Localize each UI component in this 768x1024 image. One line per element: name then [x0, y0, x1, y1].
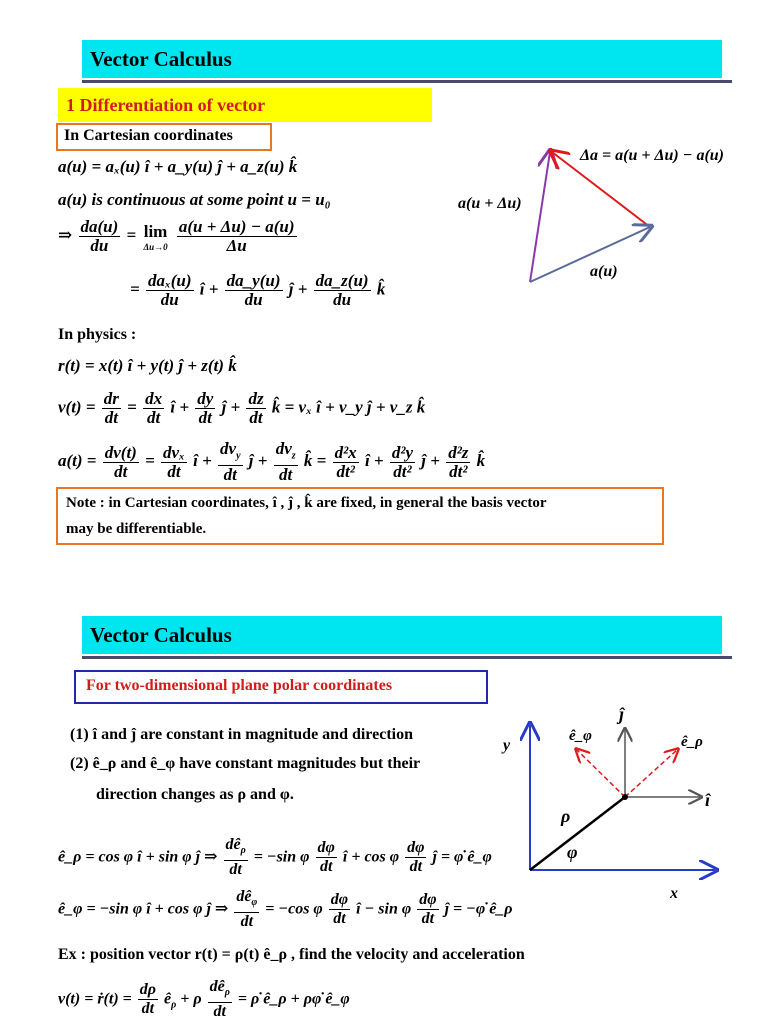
limit-numerator: a(u + Δu) − a(u)	[178, 217, 295, 236]
j-hat-label: ĵ	[619, 704, 625, 724]
y-axis-label: y	[503, 737, 511, 754]
comp-x-numerator: daₓ(u)	[147, 271, 192, 290]
implies-arrow: ⇒	[58, 225, 77, 245]
dv-dt-fraction: $\frac{dv(t)}{dt}$	[104, 442, 137, 481]
velocity-polar-result: = ρ̇ ê_ρ + ρφ̇ ê_φ	[237, 990, 350, 1008]
vector-a-equation: a(u) = aₓ(u) î + a_y(u) ĵ + a_z(u) k̂	[58, 157, 298, 176]
phi-label: φ	[567, 842, 578, 862]
velocity-polar-equation: v(t) = ṙ(t) = $\frac{d\rho}{dt}$ $ê_\rho + \rho$ $\frac{dê_\rho}{dt}$ = ρ̇ ê_ρ + ρφ̇ ê_φ	[58, 978, 350, 1021]
physics-label: In physics :	[58, 326, 137, 343]
de-rho-dt-fraction: $\frac{dê_\rho}{dt}$	[225, 836, 246, 879]
vector-difference-diagram	[450, 130, 760, 300]
rho-label: ρ	[561, 806, 571, 826]
de-rho-dt-fraction-2: $\frac{dê_\rho}{dt}$	[209, 978, 230, 1021]
origin-point	[622, 794, 628, 800]
e-phi-label: ê_φ	[569, 728, 592, 744]
limit-fraction	[177, 218, 297, 255]
derivative-numerator: da(u)	[80, 217, 119, 236]
e-rho-rhs: = −sin φ	[253, 848, 310, 866]
subsection-box	[56, 123, 272, 151]
dz-dt-fraction: $\frac{dz}{dt}$	[248, 389, 264, 427]
vector-a-u-plus-du-arrow	[530, 152, 550, 282]
equals-sign: =	[126, 225, 141, 245]
a-u-plus-du-label: a(u + Δu)	[458, 195, 522, 212]
derivative-fraction	[79, 218, 121, 255]
dphi-dt-fraction-a: $\frac{d\varphi}{dt}$	[317, 839, 335, 876]
comp-y-numerator: da_y(u)	[226, 271, 281, 290]
dvy-dt-fraction: $\frac{dv_y}{dt}$	[220, 439, 241, 485]
e-phi-arrow	[577, 750, 625, 797]
e-rho-derivative-equation: ê_ρ = cos φ î + sin φ ĵ ⇒ $\frac{dê_\rho}{dt}$ = −sin φ $\frac{d\varphi}{dt}$ î + cos φ $\frac{d\varphi}{dt}$ ĵ = φ̇ ê_φ	[58, 836, 492, 879]
a-u-label: a(u)	[590, 263, 618, 280]
comp-x-fraction	[146, 272, 194, 309]
slide2-title-band	[82, 616, 722, 654]
d2z-fraction: $\frac{\text{d²z}}{\text{dt²}}$	[448, 442, 469, 481]
dr-dt-fraction: $\frac{dr}{dt}$	[103, 389, 119, 427]
e-phi-result: = −φ̇ ê_ρ	[453, 900, 513, 918]
e-phi-lhs: ê_φ = −sin φ î + cos φ ĵ ⇒	[58, 900, 229, 918]
velocity-polar-lhs: v(t) = ṙ(t) =	[58, 990, 132, 1008]
limit-denominator: Δu	[226, 236, 247, 255]
dvx-dt-fraction: $\frac{\text{dvₓ}}{dt}$	[163, 442, 185, 481]
dy-dt-fraction: $\frac{dy}{dt}$	[197, 389, 214, 427]
note-line-2: may be differentiable.	[66, 521, 207, 537]
section-heading: 1 Differentiation of vector	[66, 95, 266, 115]
example-statement: Ex : position vector r(t) = ρ(t) ê_ρ , find the velocity and acceleration	[58, 946, 525, 963]
polar-heading-box	[74, 670, 488, 704]
limit-label: lim	[143, 221, 168, 241]
section-heading-box	[58, 88, 432, 122]
note-box	[56, 487, 664, 545]
dx-dt-fraction: $\frac{dx}{dt}$	[145, 389, 163, 427]
delta-a-label: Δa = a(u + Δu) − a(u)	[580, 147, 724, 164]
derivative-denominator: du	[90, 236, 109, 255]
acceleration-equation: a(t) = $\frac{dv(t)}{dt}$ = $\frac{\text{dvₓ}}{dt}$ î + $\frac{dv_y}{dt}$ ĵ + $\frac{dv_z}{dt}$ k̂ = $\frac{\text{d²x}}{\text{dt²}}$ î + $\frac{\text{d²y}}{\text{dt²}}$ ĵ + $\frac{\text{d²z}}{\text{dt²}}$ k̂	[58, 439, 486, 485]
dphi-dt-fraction-b: $\frac{d\varphi}{dt}$	[407, 839, 425, 876]
e-rho-arrow	[625, 750, 677, 797]
polar-item-2a: (2) ê_ρ and ê_φ have constant magnitudes but their	[70, 755, 421, 772]
derivative-limit-equation	[58, 218, 299, 255]
acceleration-lhs: a(t) =	[58, 451, 97, 471]
comp-z-numerator: da_z(u)	[315, 271, 369, 290]
slide1-title-band	[82, 40, 722, 78]
polar-item-2b: direction changes as ρ and φ.	[96, 786, 294, 803]
d2y-fraction: $\frac{\text{d²y}}{\text{dt²}}$	[391, 442, 414, 481]
e-rho-label: ê_ρ	[681, 734, 703, 750]
x-axis-label: x	[670, 885, 678, 902]
velocity-lhs: v(t) =	[58, 397, 96, 417]
comp-z-fraction	[314, 272, 371, 309]
subsection-label: In Cartesian coordinates	[64, 127, 233, 144]
polar-heading: For two-dimensional plane polar coordinates	[86, 677, 393, 694]
dvz-dt-fraction: $\frac{dv_z}{dt}$	[275, 439, 296, 485]
velocity-equation: v(t) = $\frac{dr}{dt}$ = $\frac{dx}{dt}$ î + $\frac{dy}{dt}$ ĵ + $\frac{dz}{dt}$ k̂ = vₓ î + v_y ĵ + v_z k̂	[58, 389, 426, 427]
position-equation: r(t) = x(t) î + y(t) ĵ + z(t) k̂	[58, 356, 237, 375]
dphi-dt-fraction-c: $\frac{d\varphi}{dt}$	[330, 891, 349, 928]
limit-operator	[143, 222, 167, 252]
d2x-fraction: $\frac{\text{d²x}}{\text{dt²}}$	[334, 442, 357, 481]
polar-coordinates-diagram	[495, 700, 745, 905]
comp-y-denominator: du	[244, 290, 263, 309]
slide2-title: Vector Calculus	[90, 623, 232, 647]
comp-y-fraction	[225, 272, 283, 309]
e-rho-lhs: ê_ρ = cos φ î + sin φ ĵ ⇒	[58, 848, 218, 866]
e-phi-derivative-equation: ê_φ = −sin φ î + cos φ ĵ ⇒ $\frac{dê_\varphi}{dt}$ = −cos φ $\frac{d\varphi}{dt}$ î − sin φ $\frac{d\varphi}{dt}$ ĵ = −φ̇ ê_ρ	[58, 888, 513, 931]
polar-item-1: (1) î and ĵ are constant in magnitude and direction	[70, 726, 413, 743]
velocity-rhs: = vₓ î + v_y ĵ + v_z k̂	[284, 397, 426, 417]
comp-x-denominator: du	[160, 290, 179, 309]
e-phi-rhs: = −cos φ	[265, 900, 323, 918]
note-line-1: Note : in Cartesian coordinates, î , ĵ , k̂ are fixed, in general the basis vector	[66, 495, 547, 511]
dphi-dt-fraction-d: $\frac{d\varphi}{dt}$	[419, 891, 437, 928]
slide2-title-rule	[82, 656, 732, 659]
equals-sign: =	[130, 279, 144, 299]
continuity-statement: a(u) is continuous at some point u = u₀	[58, 190, 331, 209]
e-rho-result: = φ̇ ê_φ	[440, 848, 492, 866]
i-hat-label: î	[705, 790, 711, 810]
slide1-title-rule	[82, 80, 732, 83]
slide1-title: Vector Calculus	[90, 47, 232, 71]
drho-dt-fraction: $\frac{d\rho}{dt}$	[139, 981, 157, 1018]
comp-z-denominator: du	[333, 290, 352, 309]
component-derivative-equation: = $\frac{\text{daₓ(u)}}{du}$ î + $\frac{da\_y(u)}{du}$ ĵ + $\frac{da\_z(u)}{du}$ k̂	[130, 271, 386, 309]
limit-subscript: Δu→0	[143, 241, 168, 252]
de-phi-dt-fraction: $\frac{dê_\varphi}{dt}$	[236, 888, 258, 931]
